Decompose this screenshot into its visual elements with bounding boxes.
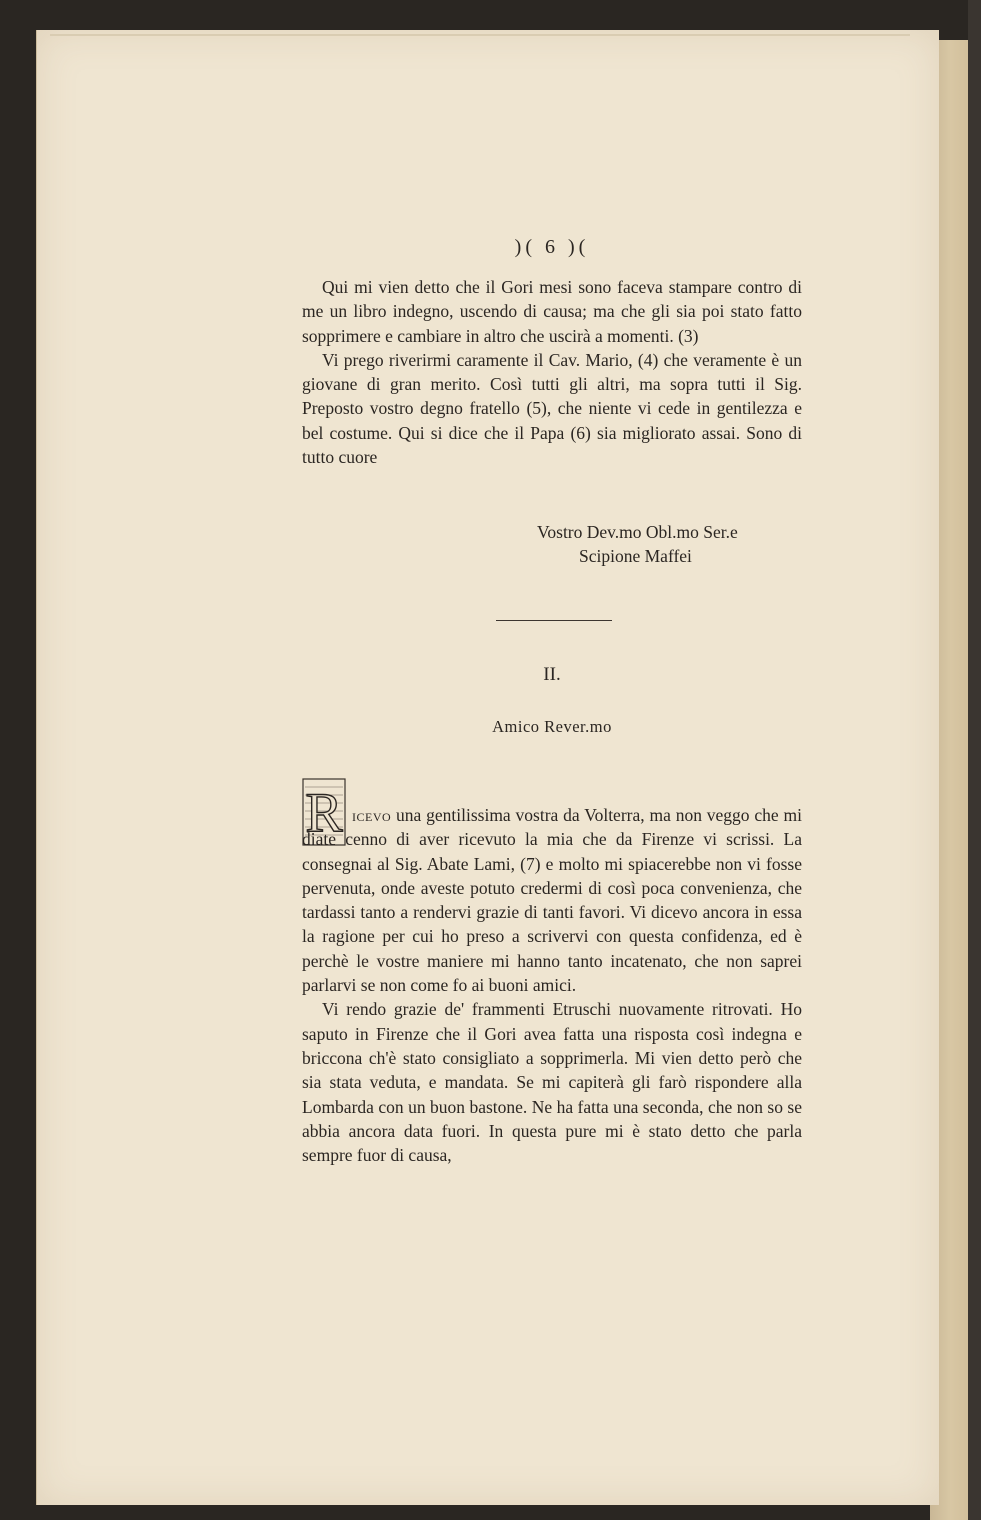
paragraph <box>302 803 802 997</box>
running-head: )( 6 )( <box>514 236 590 258</box>
letter-two-body <box>302 803 802 1167</box>
letter-number: II. <box>543 664 561 685</box>
letter-one-body <box>302 275 802 469</box>
paragraph: Qui mi vien detto che il Gori mesi sono faceva stampare contro di me un libro indegno, uscendo di causa; ma che gli sia poi stato fatto sopprimere e cambiare in altro che uscirà a momenti. (3) <box>302 277 802 346</box>
page-top-rule <box>50 34 910 36</box>
paragraph: Vi rendo grazie de' frammenti Etruschi nuovamente ritrovati. Ho saputo in Firenze che il Gori avea fatta una risposta così indegna e briccona ch'è stato consigliato a sopprimerla. Mi vien detto però che sia stata veduta, e mandata. Se mi capiterà gli farò rispondere alla Lombarda con un buon bastone. Ne ha fatta una seconda, che non so se abbia ancora data fuori. In questa pure mi è stato detto che parla sempre fuor di causa, <box>302 999 802 1166</box>
salutation: Amico Rever.mo <box>492 717 612 736</box>
signature-block <box>537 520 738 568</box>
paragraph-text: una gentilissima vostra da Volterra, ma non veggo che mi diate cenno di aver ricevuto la mia che da Firenze vi scrissi. La consegnai al Sig. Abate Lami, (7) e molto mi spiacerebbe non vi fosse pervenuta, onde aveste potuto credermi di così poca convenienza, che tardassi tanto a rendervi grazie di tanti favori. Vi dicevo ancora in essa la ragione per cui ho preso a scrivervi con questa confidenza, ed è perchè le vostre maniere mi hanno tanto incatenato, che non saprei parlarvi se non come fo ai buoni amici. <box>302 805 802 996</box>
scan-border <box>968 0 981 1520</box>
section-divider <box>496 620 612 621</box>
opening-word: icevo <box>352 805 392 825</box>
initial-letter: R <box>305 782 343 844</box>
signatory-name: Scipione Maffei <box>579 546 692 566</box>
paragraph: Vi prego riverirmi caramente il Cav. Mario, (4) che veramente è un giovane di gran merito. Così tutti gli altri, ma sopra tutti il Sig. Preposto vostro degno fratello (5), che niente vi cede in gentilezza e bel costume. Qui si dice che il Papa (6) sia migliorato assai. Sono di tutto cuore <box>302 349 802 468</box>
closing-formula: Vostro Dev.mo Obl.mo Ser.e <box>537 522 738 542</box>
